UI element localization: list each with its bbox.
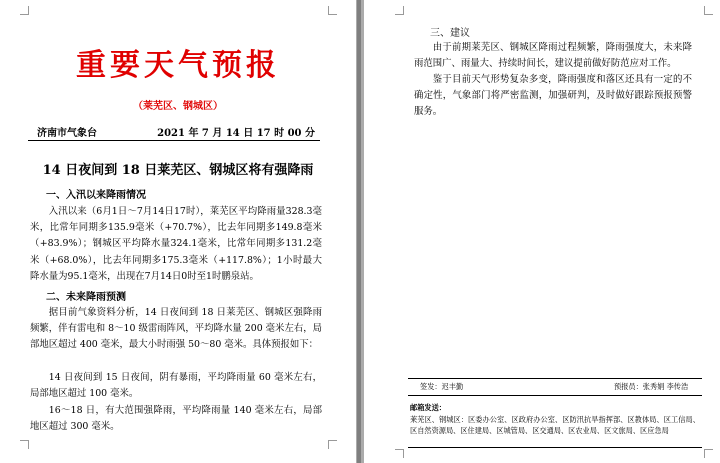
section-body-1: 入汛以来（6月1日～7月14日17时），莱芜区平均降雨量328.3毫米，比常年同期多135.9毫米（+70.7%），比去年同期多149.8毫米（+83.9%）；钢城区平均降水量324.1毫米，比常年同期多131.2毫米（+68.0%），比去年同期多175.3毫米（+117.8%）；1小时最大降水量为95.1毫米，出现在7月14日0时至1时鹏泉站。 [30,206,322,282]
suggestion-paragraph-2: 鉴于目前天气形势复杂多变，降雨强度和落区还具有一定的不确定性，气象部门将严密监测，加强研判，及时做好跟踪预报预警服务。 [414,74,692,117]
issuer-row [37,124,315,139]
header-rule [28,140,320,141]
section-heading-3: 三、建议 [430,28,470,39]
forecast-day2: 16～18 日，有大范围强降雨，平均降雨量 140 毫米左右，局部地区超过 300 毫米。 [30,405,322,433]
page-gap-divider [357,0,361,463]
footer-rule-mid [408,395,702,396]
crop-mark [20,440,29,449]
forecasters: 预报员：张秀娟 李传浩 [614,382,689,391]
crop-mark [20,6,29,15]
crop-mark [395,6,404,15]
section-heading-1: 一、入汛以来降雨情况 [46,190,146,201]
crop-mark [328,440,337,449]
suggestion-paragraph-1: 由于前期莱芜区、钢城区降雨过程频繁，降雨强度大，未来降雨范围广、雨量大、持续时间长，建议提前做好防范应对工作。 [414,42,692,69]
document-title: 重要天气预报 [76,48,280,83]
issue-datetime: 2021 年 7 月 14 日 17 时 00 分 [157,128,315,139]
crop-mark [704,449,713,458]
signed-by: 签发：迟丰勤 [420,382,464,391]
crop-mark [704,6,713,15]
section-heading-2: 二、未来降雨预测 [46,292,126,303]
issuer: 济南市气象台 [37,128,97,139]
footer-rule-bottom [408,447,702,448]
headline: 14 日夜间到 18 日莱芜区、钢城区将有强降雨 [42,163,314,178]
crop-mark [328,6,337,15]
forecast-day1: 14 日夜间到 15 日夜间，阴有暴雨，平均降雨量 60 毫米左右，局部地区超过 100 毫米。 [30,372,322,400]
distribution-list: 莱芜区、钢城区：区委办公室、区政府办公室、区防汛抗旱指挥部、区教体局、区工信局、区自然资源局、区住建局、区城管局、区交通局、区农业局、区文旅局、区应急局 [410,415,700,435]
section-body-2: 据目前气象资料分析，14 日夜间到 18 日莱芜区、钢城区强降雨频繁，伴有雷电和 8～10 级雷雨阵风，平均降水量 200 毫米左右，局部地区超过 400 毫米，最大小时雨强 50～80 毫米。具体预报如下： [30,307,322,351]
crop-mark [395,449,404,458]
distribution-label: 邮箱发送： [410,403,446,412]
footer-rule-top [408,378,702,379]
document-subtitle: （莱芜区、钢城区） [133,101,223,112]
